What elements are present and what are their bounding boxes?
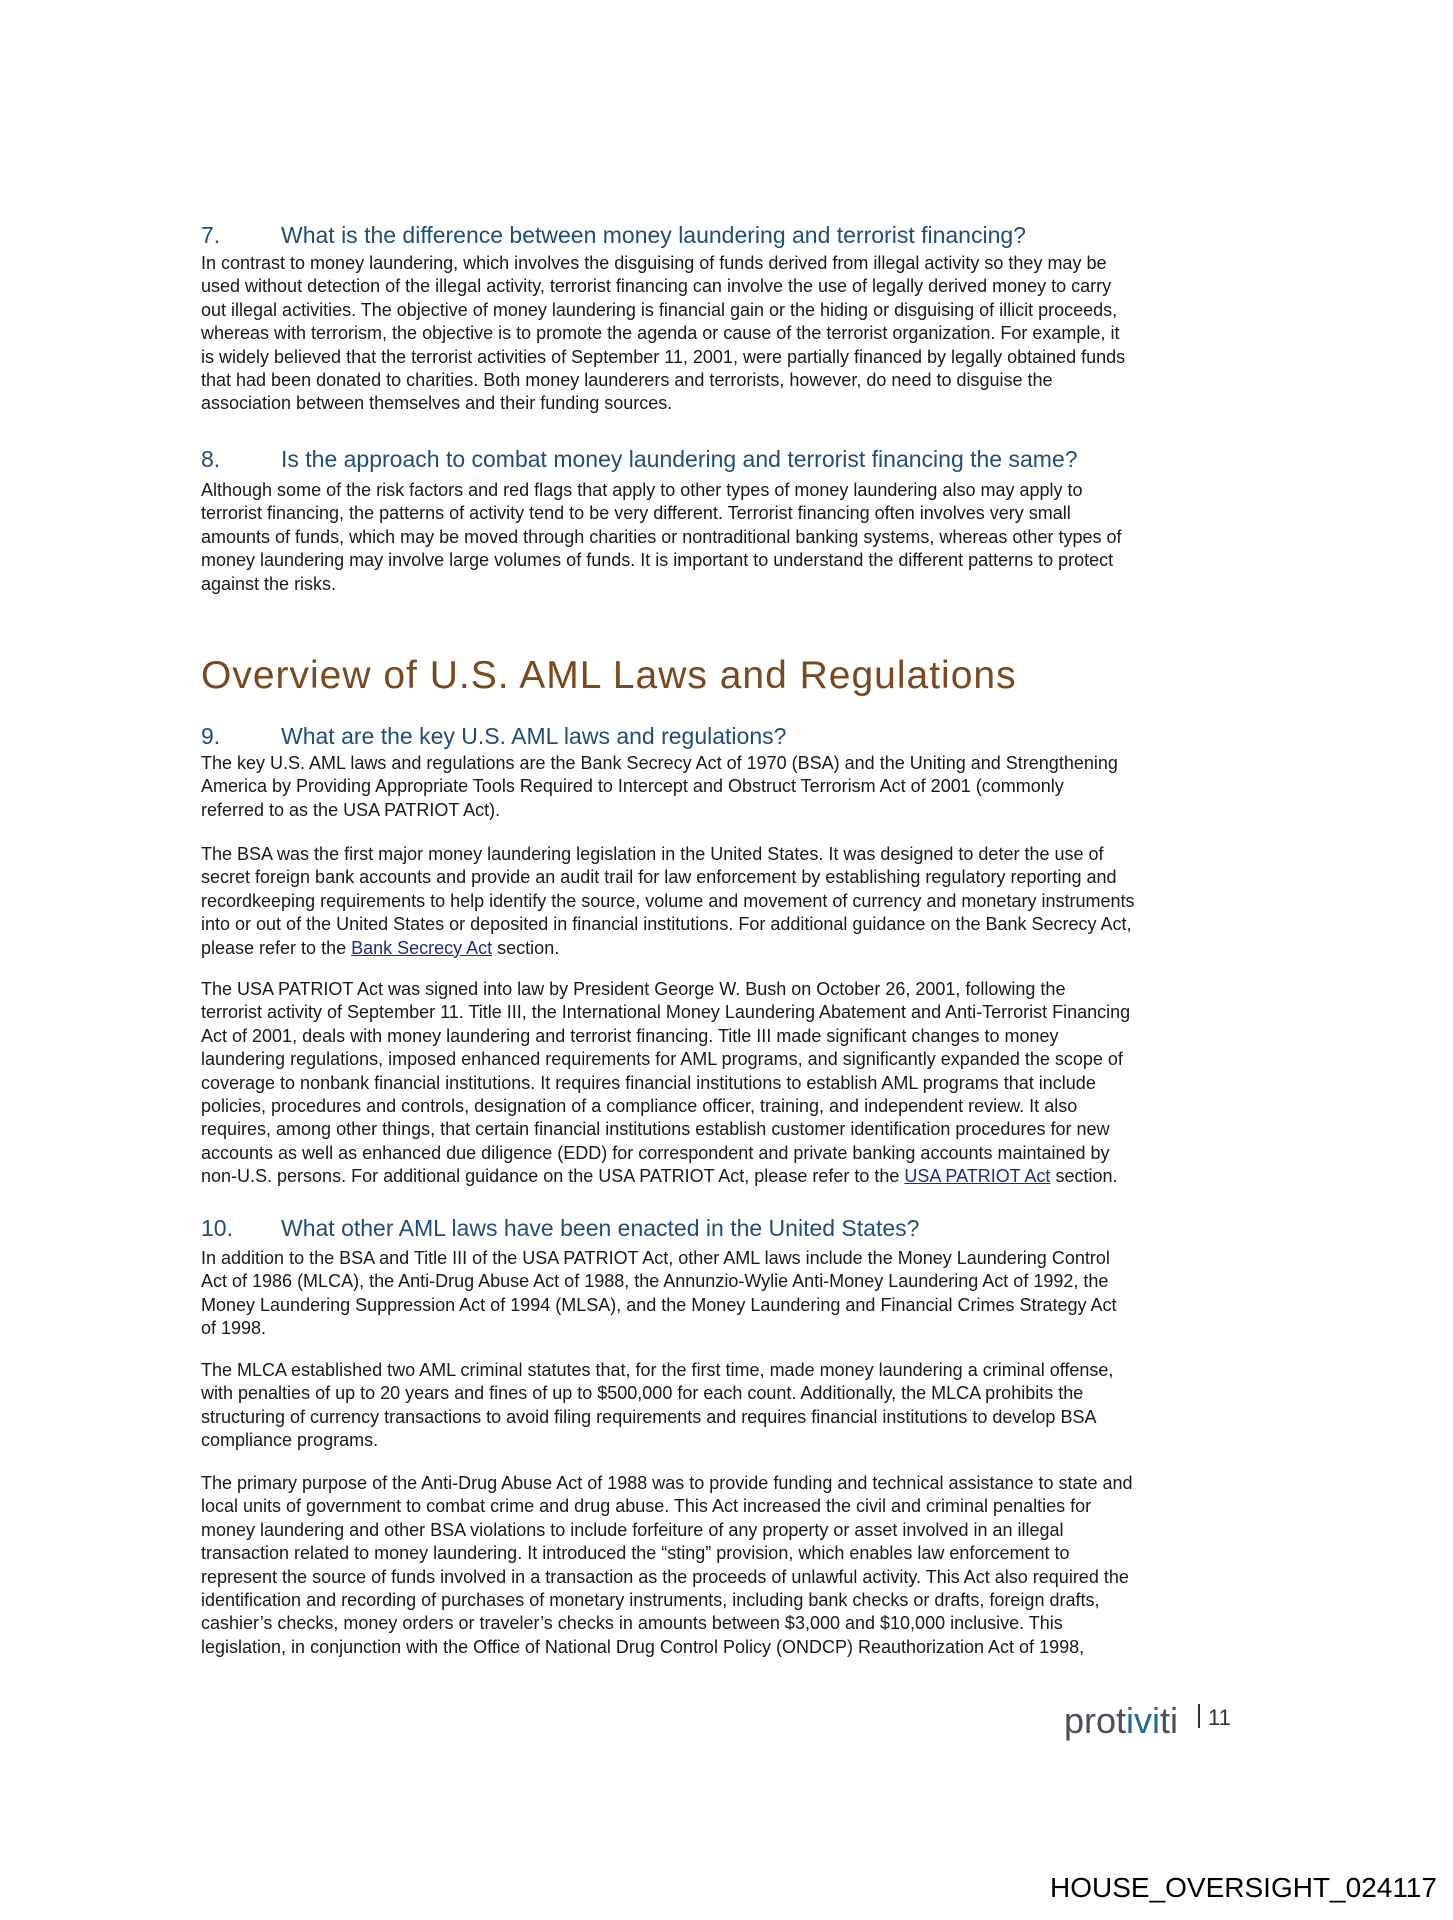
question-heading [201,1215,919,1242]
paragraph-line: The key U.S. AML laws and regulations are the Bank Secrecy Act of 1970 (BSA) and the Uniting and Strengthening [201,753,1118,773]
question-text: Is the approach to combat money laundering and terrorist financing the same? [281,446,1078,472]
question-heading [201,222,1026,249]
paragraph-line [201,937,1134,960]
paragraph-line: America by Providing Appropriate Tools Required to Intercept and Obstruct Terrorism Act of 2001 (commonly [201,776,1064,797]
page-number [1198,1704,1231,1731]
paragraph [201,843,1134,960]
question-number: 10. [201,1215,233,1241]
question-text: What are the key U.S. AML laws and regulations? [281,723,787,749]
paragraph-line: against the risks. [201,573,337,594]
paragraph [201,479,1122,596]
paragraph-line [201,1165,1130,1188]
paragraph-line: structuring of currency transactions to avoid filing requirements and requires financial institutions to develop BSA [201,1406,1097,1427]
paragraph-line: Act of 1986 (MLCA), the Anti-Drug Abuse Act of 1988, the Annunzio-Wylie Anti-Money Laundering Act of 1992, the [201,1271,1109,1292]
paragraph-line: whereas with terrorism, the objective is to promote the agenda or cause of the terrorist organization. For example, it [201,323,1120,344]
paragraph-line: Although some of the risk factors and red flags that apply to other types of money laundering also may apply to [201,480,1083,500]
paragraph-line: transaction related to money laundering. It introduced the “sting” provision, which enables law enforcement to [201,1543,1070,1564]
paragraph-line: used without detection of the illegal activity, terrorist financing can involve the use of legally derived money to carry [201,276,1112,297]
cross-reference-link[interactable]: USA PATRIOT Act [904,1166,1051,1187]
paragraph-line: secret foreign bank accounts and provide an audit trail for law enforcement by establishing regulatory reporting and [201,867,1117,888]
paragraph-line: money laundering may involve large volumes of funds. It is important to understand the different patterns to protect [201,550,1114,571]
paragraph [201,1247,1117,1341]
paragraph-line: laundering regulations, imposed enhanced requirements for AML programs, and significantly expanded the scope of [201,1049,1123,1070]
paragraph-line: coverage to nonbank financial institutions. It requires financial institutions to establish AML programs that include [201,1072,1096,1093]
logo-text-accent: ivi [1126,1700,1161,1741]
paragraph-line: into or out of the United States or deposited in financial institutions. For additional guidance on the Bank Secrecy Act, [201,914,1132,935]
question-heading [201,446,1078,473]
cross-reference-link[interactable]: Bank Secrecy Act [351,937,493,958]
paragraph-line: local units of government to combat crime and drug abuse. This Act increased the civil and criminal penalties for [201,1496,1092,1517]
text-segment: non-U.S. persons. For additional guidance on the USA PATRIOT Act, please refer to the [201,1166,905,1187]
paragraph [201,1359,1113,1453]
paragraph-line: The MLCA established two AML criminal statutes that, for the first time, made money laundering a criminal offense, [201,1360,1114,1380]
paragraph-line: out illegal activities. The objective of money laundering is financial gain or the hiding or disguising of illicit proceeds, [201,299,1118,320]
paragraph-line: association between themselves and their funding sources. [201,393,673,414]
text-segment: section. [1050,1166,1118,1187]
paragraph-line: The BSA was the first major money laundering legislation in the United States. It was designed to deter the use of [201,844,1104,864]
paragraph-line: amounts of funds, which may be moved through charities or nontraditional banking systems, whereas other types of [201,526,1122,547]
paragraph-line: terrorist financing, the patterns of activity tend to be very different. Terrorist financing often involves very small [201,503,1071,524]
text-segment: please refer to the [201,937,352,958]
protiviti-logo [1064,1700,1178,1742]
paragraph [201,1472,1133,1659]
paragraph-line: terrorist activity of September 11. Title III, the International Money Laundering Abatement and Anti-Terrorist Financing [201,1002,1131,1023]
paragraph-line: represent the source of funds involved in a transaction as the proceeds of unlawful activity. This Act also required the [201,1566,1129,1587]
paragraph-line: accounts as well as enhanced due diligence (EDD) for correspondent and private banking accounts maintained by [201,1142,1110,1163]
logo-text-end: ti [1160,1700,1179,1741]
paragraph [201,978,1130,1189]
paragraph-line: is widely believed that the terrorist activities of September 11, 2001, were partially financed by legally obtained funds [201,346,1126,367]
paragraph-line: identification and recording of purchases of monetary instruments, including bank checks or drafts, foreign drafts, [201,1590,1100,1611]
paragraph-line: The primary purpose of the Anti-Drug Abuse Act of 1988 was to provide funding and technical assistance to state and [201,1473,1133,1493]
question-text: What is the difference between money laundering and terrorist financing? [281,222,1026,248]
section-title: Overview of U.S. AML Laws and Regulations [201,654,1017,697]
paragraph-line: Act of 2001, deals with money laundering and terrorist financing. Title III made significant changes to money [201,1025,1059,1046]
paragraph-line: with penalties of up to 20 years and fines of up to $500,000 for each count. Additionally, the MLCA prohibits the [201,1383,1084,1404]
divider [1198,1704,1200,1728]
paragraph-line: money laundering and other BSA violations to include forfeiture of any property or asset involved in an illegal [201,1519,1064,1540]
paragraph-line: referred to as the USA PATRIOT Act). [201,799,501,820]
question-text: What other AML laws have been enacted in the United States? [281,1215,920,1241]
paragraph-line: of 1998. [201,1318,267,1339]
question-heading [201,723,786,750]
paragraph-line: requires, among other things, that certain financial institutions establish customer identification procedures for new [201,1119,1110,1140]
question-number: 9. [201,723,221,749]
bates-number: HOUSE_OVERSIGHT_024117 [1050,1872,1437,1903]
paragraph-line: cashier’s checks, money orders or traveler’s checks in amounts between $3,000 and $10,000 inclusive. This [201,1613,1063,1634]
paragraph-line: policies, procedures and controls, designation of a compliance officer, training, and independent review. It also [201,1096,1078,1117]
question-number: 7. [201,222,221,248]
paragraph-line: In addition to the BSA and Title III of the USA PATRIOT Act, other AML laws include the Money Laundering Control [201,1248,1110,1268]
logo-text: prot [1064,1700,1127,1741]
paragraph [201,752,1118,822]
paragraph-line: recordkeeping requirements to help identify the source, volume and movement of currency and monetary instruments [201,890,1135,911]
paragraph-line: legislation, in conjunction with the Office of National Drug Control Policy (ONDCP) Reauthorization Act of 1998, [201,1636,1085,1657]
text-segment: section. [492,937,560,958]
paragraph-line: The USA PATRIOT Act was signed into law by President George W. Bush on October 26, 2001, following the [201,979,1066,999]
paragraph-line: compliance programs. [201,1430,379,1451]
paragraph-line: In contrast to money laundering, which involves the disguising of funds derived from illegal activity so they may be [201,253,1107,273]
paragraph [201,252,1125,416]
paragraph-line: that had been donated to charities. Both money launderers and terrorists, however, do need to disguise the [201,370,1053,391]
page-number-text: 11 [1208,1705,1231,1730]
paragraph-line: Money Laundering Suppression Act of 1994 (MLSA), and the Money Laundering and Financial Crimes Strategy Act [201,1294,1117,1315]
question-number: 8. [201,446,221,472]
